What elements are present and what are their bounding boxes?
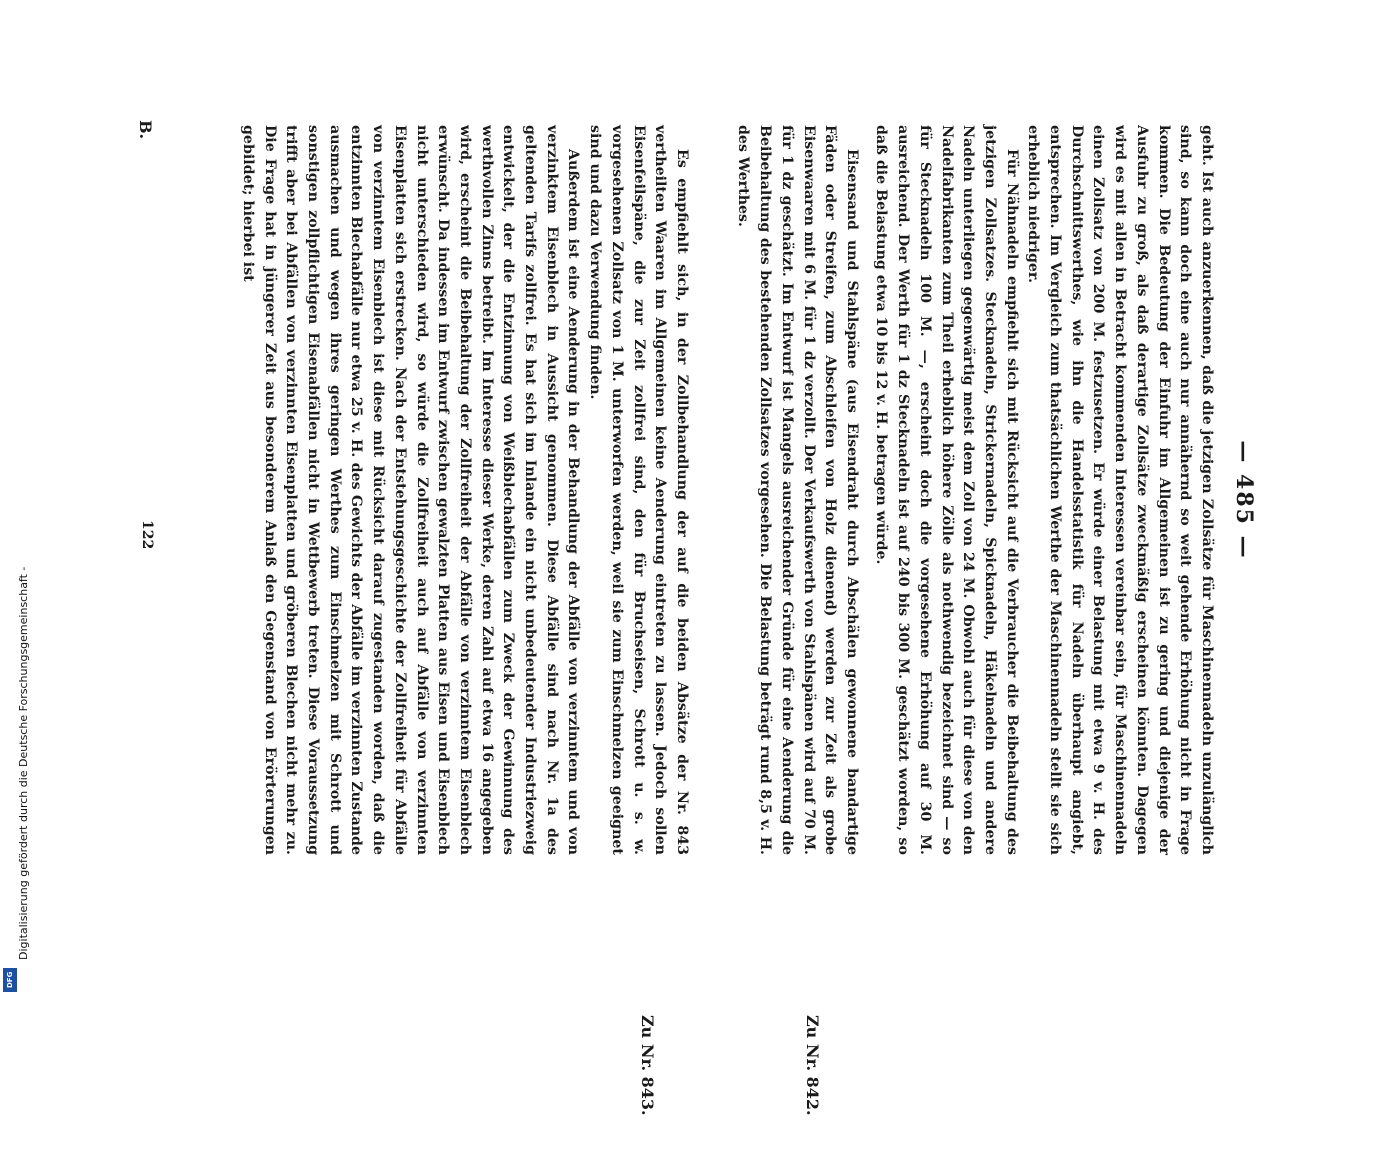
credit-text: Digitalisierung gefördert durch die Deutsche Forschungsgemeinschaft - xyxy=(17,566,30,960)
dfg-logo: DFG xyxy=(3,968,17,992)
signature-mark: B. xyxy=(136,120,155,140)
paragraph: geht. Ist auch anzuerkennen, daß die jetzigen Zollsätze für Maschinennadeln unzulänglich sind, so kann doch eine auch nur annähernd so weit gehende Erhöhung nicht in Frage kommen. Die Bedeutung der Einfuhr im Allgemeinen ist zu gering und diejenige der Ausfuhr zu groß, als daß derartige Zollsätze zweckmäßig erscheinen könnten. Dagegen wird es mit allen in Betracht kommenden Interessen vereinbar sein, für Maschinennadeln einen Zollsatz von 200 M. festzusetzen. Er würde einer Belastung mit etwa 9 v. H. des Durchschnittswerthes, wie ihn die Handelsstatistik für Nadeln überhaupt angiebt, entsprechen. Im Vergleich zum thatsächlichen Werthe der Maschinennadeln stellt sie sich erheblich niedriger. xyxy=(1025,125,1215,855)
digitization-credit xyxy=(0,0,30,1000)
paragraph: Außerdem ist eine Aenderung in der Behandlung der Abfälle von verzinntem und von verzinktem Eisenblech in Aussicht genommen. Diese Abfälle sind nach Nr. 1a des geltenden Tarifs zollfrei. Es hat sich im Inlande ein nicht unbedeutender Industriezweig entwickelt, der die Entzinnung von Weißblechabfällen zum Zweck der Gewinnung des werthvollen Zinns betreibt. Im Interesse dieser Werke, deren Zahl auf etwa 16 angegeben wird, erscheint die Beibehaltung der Zollfreiheit der Abfälle von verzinntem Eisenblech erwünscht. Da indessen im Entwurf zwischen gewalzten Platten aus Eisen und Eisenblech nicht unterschieden wird, so würde die Zollfreiheit auch auf Abfälle von verzinnten Eisenplatten sich erstrecken. Nach der Entstehungsgeschichte der Zollfreiheit für Abfälle von verzinntem Eisenblech ist diese mit Rücksicht darauf zugestanden worden, daß die entzinnten Blechabfälle nur etwa 25 v. H. des Gewichts der Abfälle im verzinnten Zustande ausmachen und wegen ihres geringen Werthes zum Einschmelzen mit Schrott und sonstigen zollpflichtigen Eisenabfällen nicht in Wettbewerb treten. Diese Voraussetzung trifft aber bei Abfällen von verzinnten Eisenplatten und gröberen Blechen nicht mehr zu. Die Frage hat in jüngerer Zeit aus besonderem Anlaß den Gegenstand von Erörterungen gebildet; hierbei ist xyxy=(239,125,582,855)
paragraph: Es empfiehlt sich, in der Zollbehandlung der auf die beiden Absätze der Nr. 843 vertheilten Waaren im Allgemeinen keine Aenderung eintreten zu lassen. Jedoch sollen Eisenfeilspäne, die zur Zeit zollfrei sind, den für Bruchseisen, Schrott u. s. w. vorgesehenen Zollsatz von 1 M. unterworfen werden, weil sie zum Einschmelzen geeignet sind und dazu Verwendung finden. xyxy=(587,125,690,855)
margin-label-nr-843: Zu Nr. 843. xyxy=(638,1015,657,1116)
sheet-number: 122 xyxy=(139,520,155,550)
page-number: — 485 — xyxy=(1231,440,1257,560)
paragraph: Für Nähnadeln empfiehlt sich mit Rücksicht auf die Verbraucher die Beibehaltung des jetzigen Zollsatzes. Stecknadeln, Strickernadeln, Spicknadeln, Häkelnadeln und andere Nadeln unterliegen gegenwärtig meist dem Zoll von 24 M. Obwohl auch für diese von den Nadelfabrikanten zum Theil erheblich höhere Zölle als nothwendig bezeichnet sind — so für Stecknadeln 100 M. —, erscheint doch die vorgesehene Erhöhung auf 30 M. ausreichend. Der Werth für 1 dz Stecknadeln ist auf 240 bis 300 M. geschätzt worden, so daß die Belastung etwa 10 bis 12 v. H. betragen würde. xyxy=(873,125,1020,855)
text-block-nr-843 xyxy=(236,125,692,855)
paragraph: Eisensand und Stahlspäne (aus Eisendraht durch Abschälen gewonnene bandartige Fäden oder Streifen, zum Abschleifen von Holz dienend) werden zur Zeit als grobe Eisenwaaren mit 6 M. für 1 dz verzollt. Der Verkaufswerth von Stahlspänen wird auf 70 M. für 1 dz geschätzt. Im Entwurf ist Mangels ausreichender Gründe für eine Aenderung die Beibehaltung des bestehenden Zollsatzes vorgesehen. Die Belastung beträgt rund 8,5 v. H. des Werthes. xyxy=(735,125,860,855)
text-block-nr-842 xyxy=(732,125,862,855)
margin-label-nr-842: Zu Nr. 842. xyxy=(803,1015,822,1116)
text-block-needles xyxy=(870,125,1217,855)
